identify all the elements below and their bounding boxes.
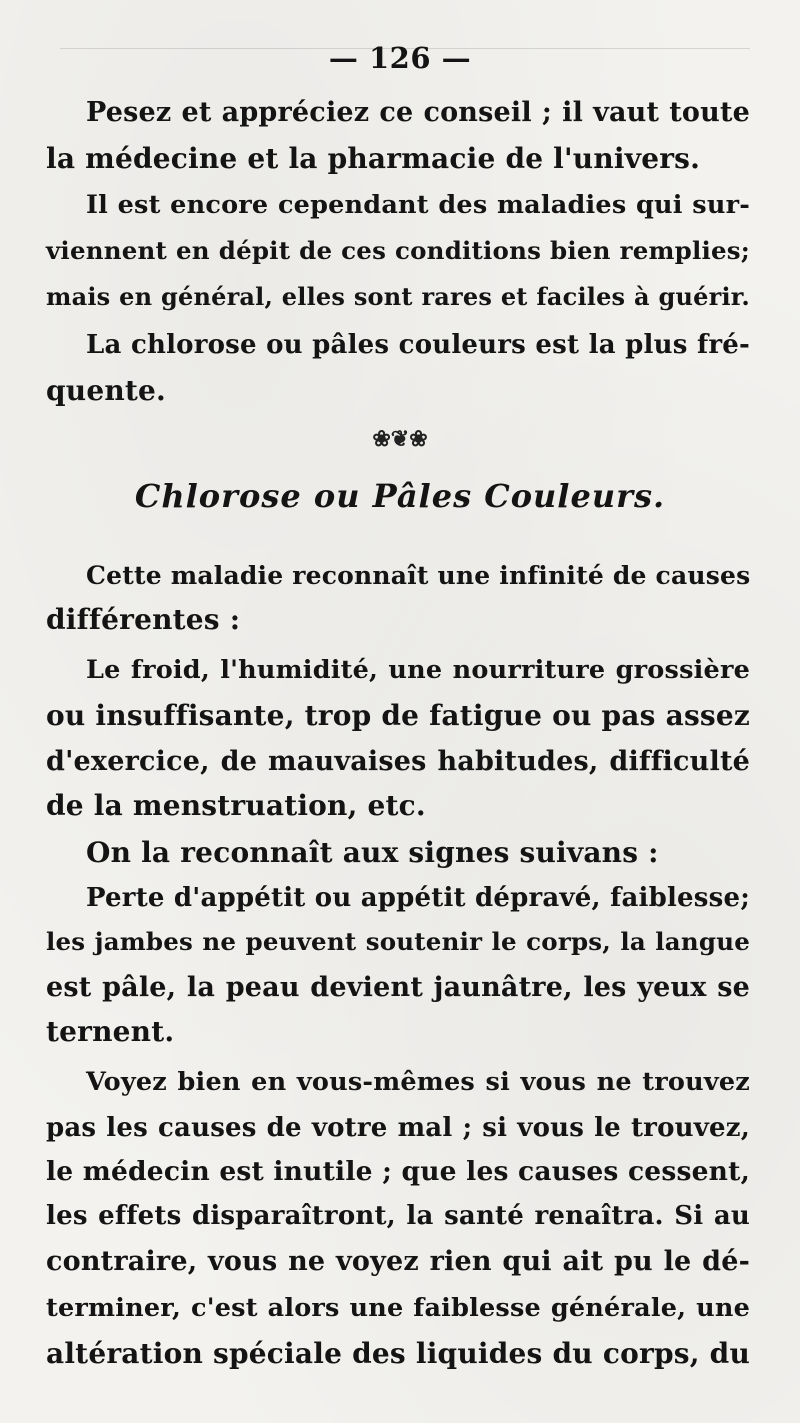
text-line: contraire, vous ne voyez rien qui ait pu le dé- [46,1246,750,1277]
text-line: Il est encore cependant des maladies qui sur- [86,190,750,220]
text-line: différentes : [46,603,241,636]
text-line: ou insuffisante, trop de fatigue ou pas assez [46,699,750,732]
page-number: — 126 — [328,41,472,75]
section-heading: Chlorose ou Pâles Couleurs. [134,477,666,515]
text-line: est pâle, la peau devient jaunâtre, les yeux se [46,972,750,1003]
text-line: Cette maladie reconnaît une infinité de causes [86,561,751,590]
ornament-fleuron: ❀❦❀ [372,426,428,452]
text-line: la médecine et la pharmacie de l'univers. [46,142,701,175]
text-line: le médecin est inutile ; que les causes cessent, [46,1156,750,1187]
text-line: ternent. [46,1015,175,1048]
text-line: d'exercice, de mauvaises habitudes, difficulté [46,746,750,777]
text-line: Le froid, l'humidité, une nourriture grossière [86,655,750,685]
text-line: les jambes ne peuvent soutenir le corps, la langue [46,927,750,956]
text-line: Perte d'appétit ou appétit dépravé, faiblesse; [86,883,750,913]
text-line: On la reconnaît aux signes suivans : [86,836,659,869]
text-line: mais en général, elles sont rares et faciles à guérir. [46,282,750,311]
text-line: terminer, c'est alors une faiblesse générale, une [46,1293,750,1323]
text-line: de la menstruation, etc. [46,789,426,822]
text-line: viennent en dépit de ces conditions bien remplies; [46,236,750,265]
text-line: La chlorose ou pâles couleurs est la plus fré- [86,330,750,360]
text-line: les effets disparaîtront, la santé renaîtra. Si au [46,1201,750,1231]
text-line: altération spéciale des liquides du corps, du [46,1337,750,1370]
text-line: Pesez et appréciez ce conseil ; il vaut toute [86,97,750,128]
text-line: quente. [46,374,167,407]
text-line: Voyez bien en vous-mêmes si vous ne trouvez [86,1067,750,1097]
text-line: pas les causes de votre mal ; si vous le trouvez, [46,1113,750,1143]
